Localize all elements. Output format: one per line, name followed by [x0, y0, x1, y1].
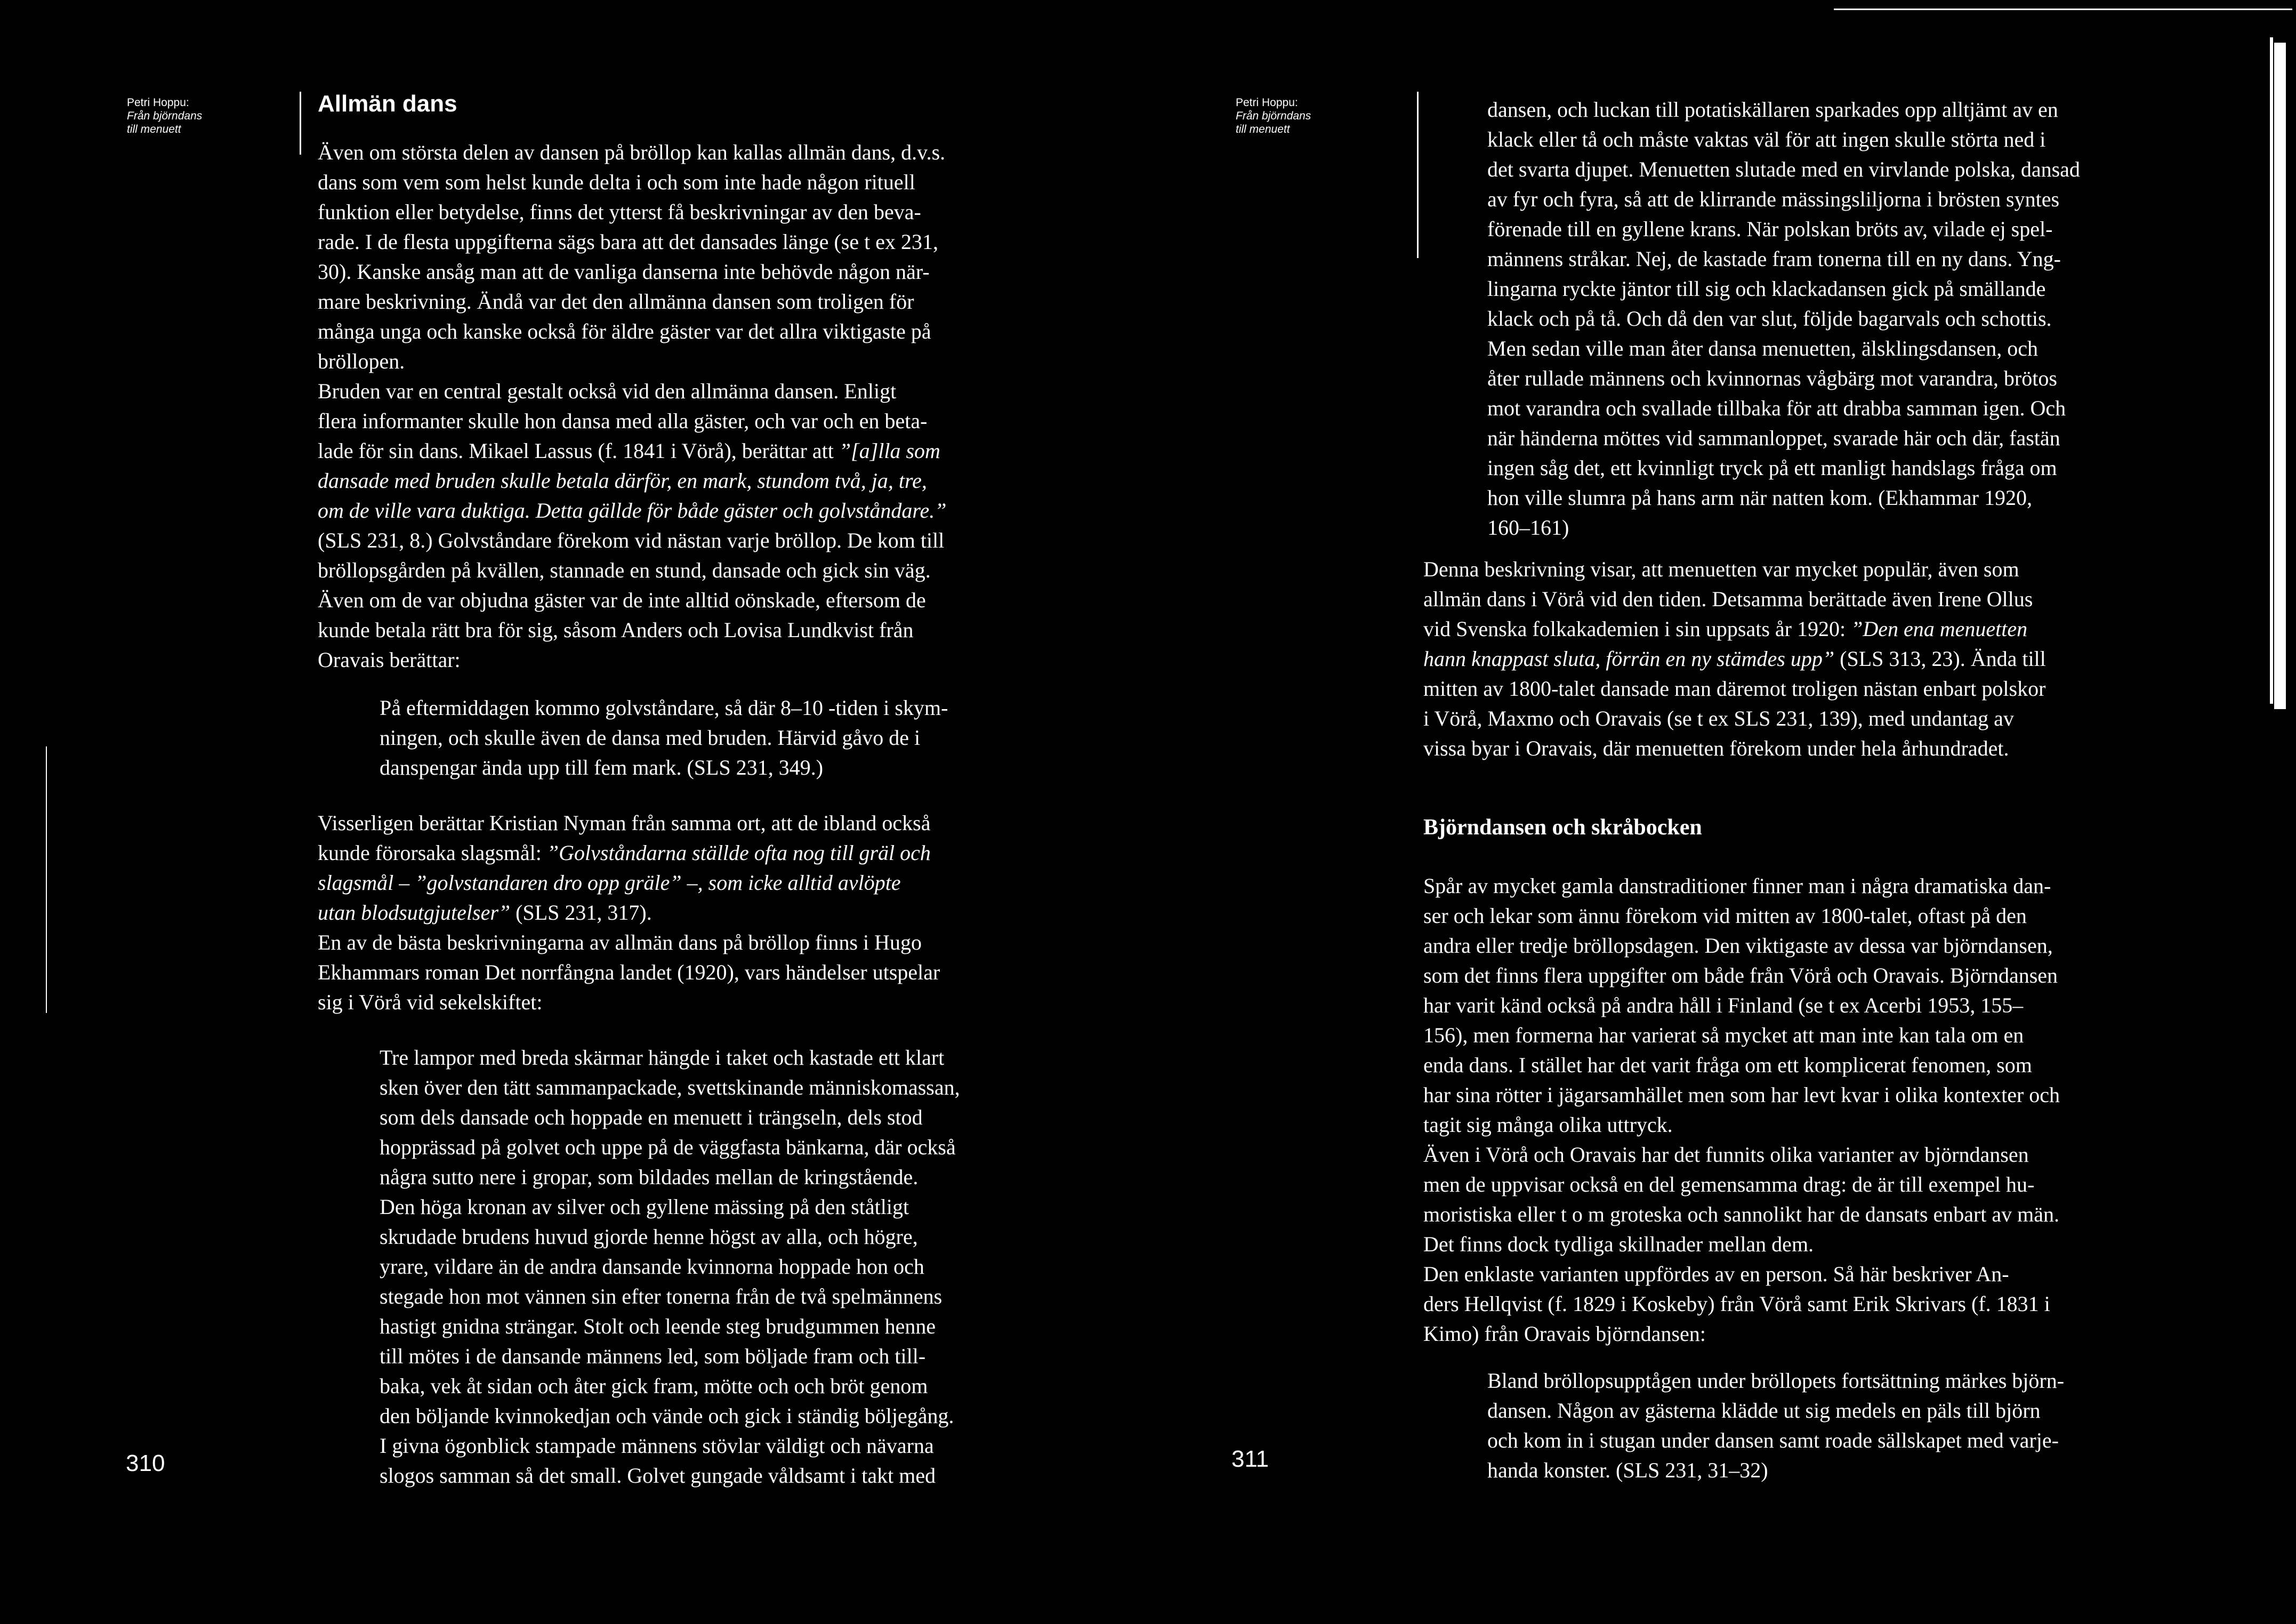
left-paragraph-1: Även om största delen av dansen på bröllop kan kallas allmän dans, d.v.s. dans som vem som helst kunde delta i och som inte hade någon rituell funktion eller betydelse, finns det ytterst få beskrivningar av den beva- rade. I de flesta uppgifterna sägs bara att det dansades länge (se t ex 231, 30). Kanske ansåg man att de vanliga danserna inte behövde någon när- mare beskrivning. Ändå var det den allmänna dansen som troligen för många unga och kanske också för äldre gäster var det allra viktigaste på bröllopen.	[318, 140, 946, 373]
left-header-author: Petri Hoppu:	[127, 97, 189, 109]
left-running-header	[127, 96, 202, 136]
left-paragraph-3-text-b: (SLS 231, 317). En av de bästa beskrivningarna av allmän dans på bröllop finns i Hugo Ekhammars roman Det norrfångna landet (1920), vars händelser utspelar sig i Vörå vid sekelskiftet:	[318, 901, 940, 1014]
left-header-title-1: Från björndans	[127, 110, 203, 122]
left-paragraph-2-text-a: Bruden var en central gestalt också vid den allmänna dansen. Enligt flera informanter skulle hon dansa med alla gäster, och var och en beta- lade för sin dans. Mikael Lassus (f. 1841 i Vörå), berättar att	[318, 379, 928, 463]
left-header-rule	[300, 92, 301, 155]
left-blockquote-2: Tre lampor med breda skärmar hängde i taket och kastade ett klart sken över den tätt sammanpackade, svettskinande människomassan, som dels dansade och hoppade en menuett i trängseln, dels stod hopprässad på golvet och uppe på de väggfasta bänkarna, där också några sutto nere i gropar, som bildades mellan de kringstående. Den höga kronan av silver och gyllene mässing på den ståtligt skrudade brudens huvud gjorde henne högst av alla, och högre, yrare, vildare än de andra dansande kvinnorna hoppade hon och stegade hon mot vännen sin efter tonerna från de två spelmännens hastigt gnidna strängar. Stolt och leende steg brudgummen henne till mötes i de dansande männens led, som böljade fram och till- baka, vek åt sidan och åter gick fram, mötte och och bröt genom den böljande kvinnokedjan och vände och gick i ständig böljegång. I givna ögonblick stampade männens stövlar väldigt och nävarna slogos samman så det small. Golvet gungade våldsamt i takt med	[380, 1046, 960, 1488]
left-paragraph-2	[318, 376, 1085, 675]
right-paragraph-4	[1423, 554, 2196, 763]
right-page-number: 311	[1231, 1446, 1269, 1472]
right-running-header	[1236, 96, 1311, 136]
left-header-title-2: till menuett	[127, 123, 181, 135]
left-blockquote-1: På eftermiddagen kommo golvståndare, så där 8–10 -tiden i skym- ningen, och skulle även de dansa med bruden. Härvid gåvo de i danspengar ända upp till fem mark. (SLS 231, 349.)	[380, 696, 948, 779]
right-edge-bar	[2270, 37, 2273, 704]
right-header-rule	[1417, 92, 1419, 258]
right-paragraph-5: Spår av mycket gamla danstraditioner finner man i några dramatiska dan- ser och lekar som ännu förekom vid mitten av 1800-talet, oftast på den andra eller tredje bröllopsdagen. Den viktigaste av dessa var björndansen, som det finns flera uppgifter om både från Vörå och Oravais. Björndansen har varit känd också på andra håll i Finland (se t ex Acerbi 1953, 155– 156), men formerna har varierat så mycket att man inte kan tala om en enda dans. I stället har det varit fråga om ett komplicerat fenomen, som har sina rötter i jägarsamhället men som har levt kvar i olika kontexter och tagit sig många olika uttryck. Även i Vörå och Oravais har det funnits olika varianter av björndansen men de uppvisar också en del gemensamma drag: de är till exempel hu- moristiska eller t o m groteska och sannolikt har de dansats enbart av män. Det finns dock tydliga skillnader mellan dem. Den enklaste varianten uppfördes av en person. Så här beskriver An- ders Hellqvist (f. 1829 i Koskeby) från Vörå samt Erik Skrivars (f. 1831 i Kimo) från Oravais björndansen:	[1423, 874, 2060, 1346]
right-edge-bar-thick	[2274, 43, 2286, 709]
left-paragraph-3-quote: ”Golvståndarna ställde ofta nog till gräl och slagsmål – ”golvstandaren dro opp gräle” –, som icke alltid avlöpte utan blodsutgjutelser”	[318, 841, 931, 924]
right-paragraph-4-text-a: Denna beskrivning visar, att menuetten var mycket populär, även som allmän dans i Vörå vid den tiden. Detsamma berättade även Irene Ollus vid Svenska folkakademien i sin uppsats år 1920:	[1423, 557, 2033, 641]
right-paragraph-4-quote: ”Den ena menuetten hann knappast sluta, förrän en ny stämdes upp”	[1423, 617, 2028, 671]
top-edge-line	[1834, 9, 2292, 10]
right-paragraph-4-text-b: (SLS 313, 23). Ända till mitten av 1800-talet dansade man däremot troligen nästan enbart polskor i Vörå, Maxmo och Oravais (se t ex SLS 231, 139), med undantag av vissa byar i Oravais, där menuetten förekom under hela århundradet.	[1423, 647, 2046, 760]
right-blockquote-continued: dansen, och luckan till potatiskällaren sparkades opp alltjämt av en klack eller tå och måste vaktas väl för att ingen skulle störta ned i det svarta djupet. Menuetten slutade med en virvlande polska, dansad av fyr och fyra, så att de klirrande mässingsliljorna i brösten syntes förenade till en gyllene krans. När polskan bröts av, vilade ej spel- männens stråkar. Nej, de kastade fram tonerna till en ny dans. Yng- lingarna ryckte jäntor till sig och klackadansen gick på smällande klack och på tå. Och då den var slut, följde bagarvals och schottis. Men sedan ville man åter dansa menuetten, älsklingsdansen, och åter rullade männens och kvinnornas vågbärg mot varandra, brötos mot varandra och svallade tillbaka för att drabba samman igen. Och när händerna möttes vid sammanloppet, svarade här och där, fastän ingen såg det, ett kvinnligt tryck på ett manligt handslags fråga om hon ville slumra på hans arm när natten kom. (Ekhammar 1920, 160–161)	[1487, 98, 2080, 540]
left-paragraph-2-text-b: (SLS 231, 8.) Golvståndare förekom vid nästan varje bröllop. De kom till bröllopsgården på kvällen, stannade en stund, dansade och gick sin väg. Även om de var objudna gäster var de inte alltid oönskade, eftersom de kunde betala rätt bra för sig, såsom Anders och Lovisa Lundkvist från Oravais berättar:	[318, 528, 945, 672]
right-blockquote-3: Bland bröllopsupptågen under bröllopets fortsättning märkes björn- dansen. Någon av gästerna klädde ut sig medels en päls till björn och kom in i stugan under dansen samt roade sällskapet med varje- handa konster. (SLS 231, 31–32)	[1487, 1369, 2065, 1482]
left-paragraph-3	[318, 808, 1085, 1017]
left-edge-line	[46, 746, 47, 1013]
left-section-title: Allmän dans	[318, 91, 457, 117]
left-page-number: 310	[126, 1450, 165, 1476]
right-header-title-2: till menuett	[1236, 123, 1290, 135]
right-header-author: Petri Hoppu:	[1236, 97, 1298, 109]
right-section-title: Björndansen och skråbocken	[1423, 815, 1702, 840]
left-paragraph-2-quote: ”[a]lla som dansade med bruden skulle betala därför, en mark, stundom två, ja, tre, om de ville vara duktiga. Detta gällde för både gäster och golvståndare.”	[318, 439, 947, 522]
left-paragraph-3-text-a: Visserligen berättar Kristian Nyman från samma ort, att de ibland också kunde förorsaka slagsmål:	[318, 811, 931, 865]
right-header-title-1: Från björndans	[1236, 110, 1311, 122]
